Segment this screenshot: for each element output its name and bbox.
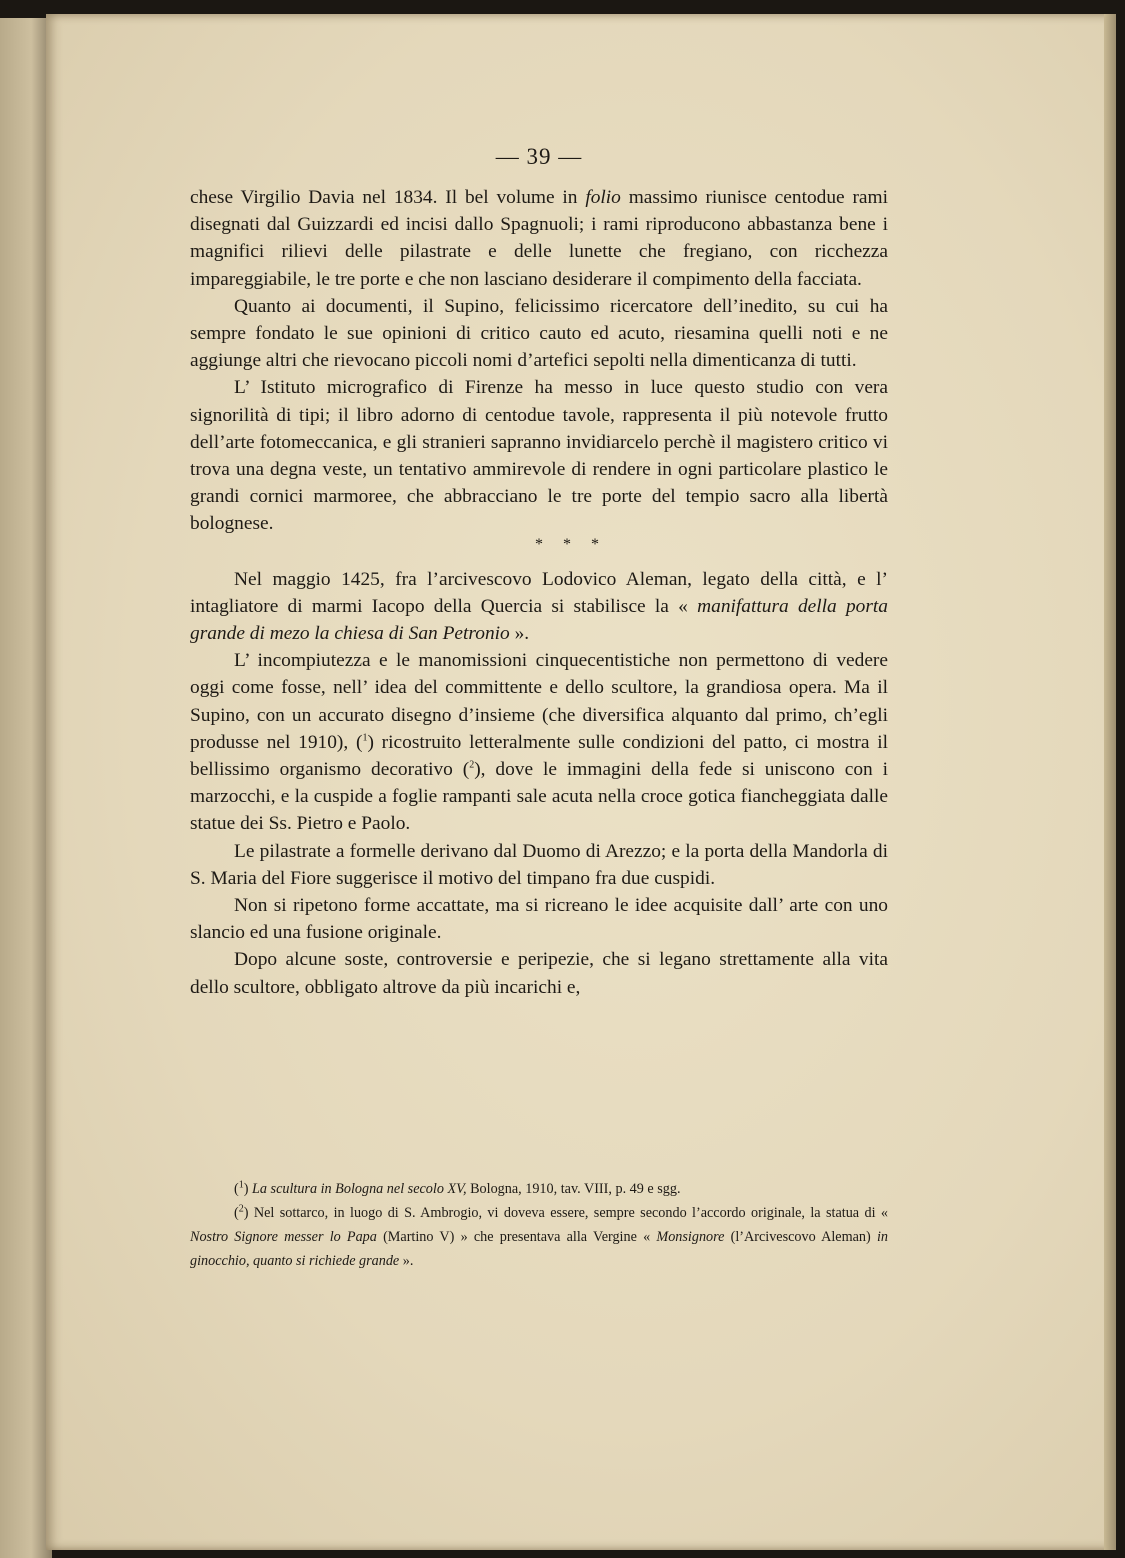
book-page — [46, 14, 1116, 1550]
footnote-marker: 2 — [469, 759, 475, 771]
text-run: Bologna, 1910, tav. VIII, p. 49 e sgg. — [466, 1181, 681, 1197]
text-run: ». — [399, 1253, 414, 1269]
text-run: ) — [243, 1181, 253, 1197]
italic-text: in ginocchio, quanto si richiede grande — [190, 1229, 888, 1269]
text-run: ( — [234, 1181, 239, 1197]
page-right-edge — [1104, 14, 1116, 1550]
paragraph-p8 — [190, 946, 888, 1000]
paragraph-p1 — [190, 184, 888, 293]
body-text — [190, 184, 888, 1001]
paragraph-p6 — [190, 838, 888, 892]
text-run: massimo riunisce centodue rami disegnati dal Guizzardi ed incisi dallo Spagnuoli; i rami riproducono abbastanza bene i magnifici rilievi delle pilastrate e delle lunette che fregiano, con ricchezza impareggiabile, le tre porte e che non lasciano desiderare il compimento della facciata. — [190, 187, 888, 290]
text-run: ( — [234, 1205, 239, 1221]
footnote-marker: 1 — [238, 1179, 244, 1191]
italic-text: folio — [585, 187, 621, 208]
paragraph-p5 — [190, 647, 888, 837]
text-run: L’ incompiutezza e le manomissioni cinquecentistiche non permettono di vedere oggi come fosse, nell’ idea del committente e dello scultore, la grandiosa opera. Ma il Supino, con un accurato disegno d’insieme (che diversifica alquanto dal primo, ch’egli produsse nel 1910), ( — [190, 650, 888, 753]
text-run: Nel maggio 1425, fra l’arcivescovo Lodovico Aleman, legato della città, e l’ intagliatore di marmi Iacopo della Quercia si stabilisce la « — [190, 568, 888, 617]
text-run: Quanto ai documenti, il Supino, felicissimo ricercatore dell’inedito, su cui ha sempre fondato le sue opinioni di critico cauto ed acuto, riesamina quelli noti e ne aggiunge altri che rievocano piccoli nomi d’artefici sepolti nella dimenticanza di tutti. — [190, 295, 888, 372]
italic-text: manifattura della porta grande di mezo la chiesa di San Petronio — [190, 595, 888, 645]
footnote-marker: 1 — [362, 732, 368, 744]
section-separator — [254, 536, 888, 554]
text-run: ), dove le immagini della fede si uniscono con i marzocchi, e la cuspide a foglie rampanti sale acuta nella croce gotica fiancheggiata dalle statue dei Ss. Pietro e Paolo. — [190, 759, 888, 835]
text-run: (l’Arcivescovo Aleman) — [724, 1229, 877, 1245]
text-run: Dopo alcune soste, controversie e peripezie, che si legano strettamente alla vita dello scultore, obbligato altrove da più incarichi e, — [190, 949, 888, 998]
footnotes — [190, 1177, 888, 1273]
paragraph-p3 — [190, 374, 888, 537]
text-run: ) Nel sottarco, in luogo di S. Ambrogio, vi doveva essere, sempre secondo l’accordo originale, la statua di « — [243, 1205, 888, 1221]
text-run: ) ricostruito letteralmente sulle condizioni del patto, ci mostra il bellissimo organismo decorativo ( — [190, 731, 888, 781]
italic-text: La scultura in Bologna nel secolo XV, — [252, 1181, 467, 1197]
footnote-fn1 — [190, 1177, 888, 1201]
text-run: Le pilastrate a formelle derivano dal Duomo di Arezzo; e la porta della Mandorla di S. Maria del Fiore suggerisce il motivo del timpano fra due cuspidi. — [190, 840, 888, 889]
italic-text: Monsignore — [656, 1229, 725, 1245]
footnote-fn2 — [190, 1201, 888, 1273]
text-run: ». — [509, 623, 530, 645]
page-number: — 39 — — [495, 144, 583, 169]
text-run: L’ Istituto micrografico di Firenze ha messo in luce questo studio con vera signorilità di tipi; il libro adorno di centodue tavole, rappresenta il più notevole frutto dell’arte fotomeccanica, e gli stranieri sapranno invidiarcelo perchè il magistero critico vi trova una degna veste, un tentativo ammirevole di rendere in ogni particolare plastico le grandi cornici marmoree, che abbracciano le tre porte del tempio sacro alla libertà bolognese. — [190, 377, 888, 535]
italic-text: Nostro Signore messer lo Papa — [190, 1229, 377, 1245]
text-run: chese Virgilio Davia nel 1834. Il bel volume in — [190, 187, 586, 208]
adjacent-page-edge — [0, 18, 52, 1558]
text-run: (Martino V) » che presentava alla Vergine « — [376, 1229, 657, 1245]
paragraph-p4 — [190, 566, 888, 648]
paragraph-p7 — [190, 892, 888, 946]
paragraph-p2 — [190, 293, 888, 375]
footnote-marker: 2 — [238, 1203, 244, 1215]
text-run: Non si ripetono forme accattate, ma si ricreano le idee acquisite dall’ arte con uno slancio ed una fusione originale. — [190, 895, 888, 944]
text-run: * * * — [535, 535, 607, 553]
